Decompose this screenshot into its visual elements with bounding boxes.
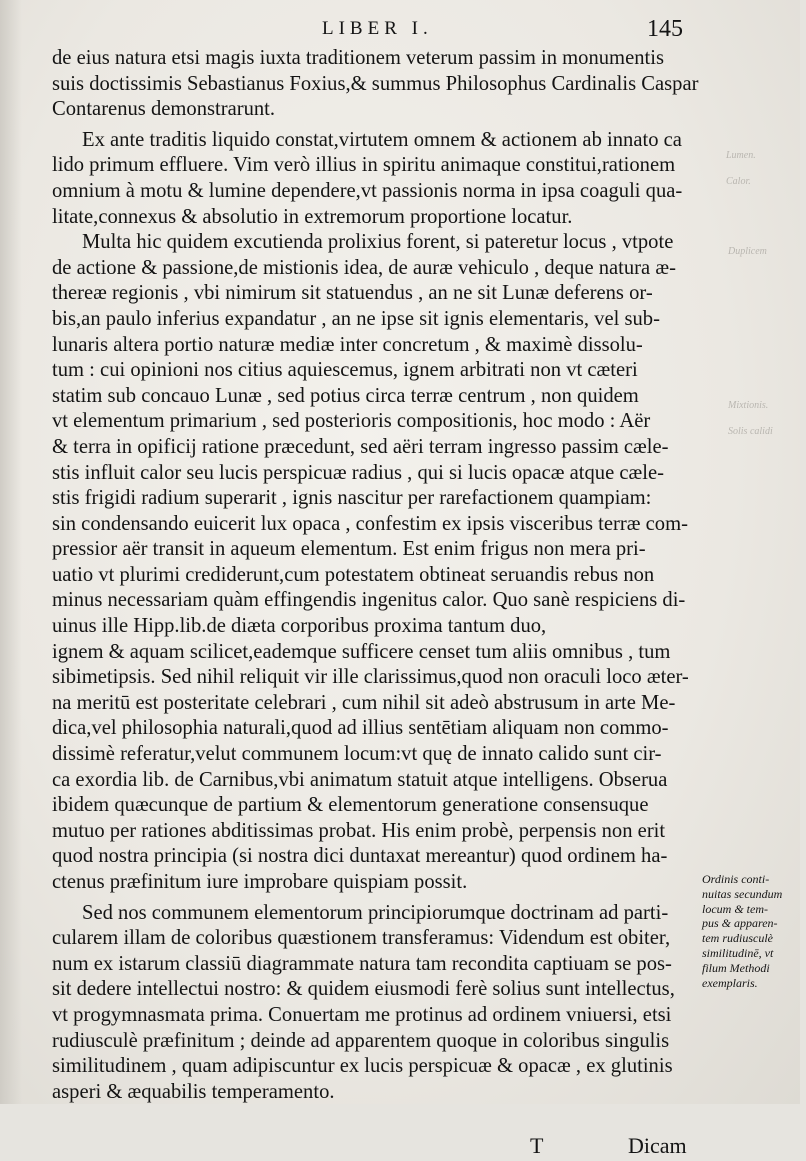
text-line: tum : cui opinioni nos citius aquiescemus, ignem arbitrati non vt cæteri [52, 359, 638, 382]
page-footer [52, 1131, 698, 1161]
text-line: sin condensando euicerit lux opaca , confestim ex ipsis visceribus terræ com- [52, 512, 688, 535]
marginal-note-line: locum & tem- [702, 901, 768, 916]
text-line: ca exordia lib. de Carnibus,vbi animatum statuit atque intelligens. Obserua [52, 768, 668, 791]
text-line: vt elementum primarium , sed posterioris compositionis, hoc modo : Aër [52, 410, 651, 433]
page-header [0, 14, 800, 44]
text-line: litate,connexus & absolutio in extremorum proportione locatur. [52, 205, 573, 228]
text-line: & terra in opificij ratione præcedunt, sed aëri terram ingresso passim cæle- [52, 435, 669, 458]
text-line: dissimè referatur,velut communem locum:vt quę de innato calido sunt cir- [52, 743, 662, 766]
text-line: ignem & aquam scilicet,eademque sufficere censet tum aliis omnibus , tum [52, 640, 671, 663]
marginal-note-line: nuitas secundum [702, 886, 783, 901]
marginal-note-line: filum Methodi [702, 960, 770, 975]
text-line: sit dedere intellectui nostro: & quidem eiusmodi ferè solius sunt intellectus, [52, 978, 675, 1001]
show-through-mark: Solis calidi [728, 426, 773, 437]
signature-mark: T [530, 1132, 544, 1158]
body-text [52, 46, 698, 1161]
paragraph-first-line: Sed nos communem elementorum principiorumque doctrinam ad parti- [82, 901, 669, 924]
text-line: minus necessariam quàm effingendis ingenitus calor. Quo sanè respiciens di- [52, 589, 686, 612]
text-line: sibimetipsis. Sed nihil reliquit vir ille clarissimus,quod non oraculi loco æter- [52, 666, 689, 689]
text-line: vt progymnasmata prima. Conuertam me protinus ad ordinem vniuersi, etsi [52, 1003, 672, 1026]
text-line: omnium à motu & lumine dependere,vt passionis norma in ipsa coaguli qua- [52, 179, 683, 202]
text-line: num ex istarum classiū diagrammate natura tam recondita captiuam se pos- [52, 952, 672, 975]
show-through-mark: Lumen. [726, 150, 756, 161]
binding-gutter-shadow [0, 0, 22, 1104]
text-line: Contarenus demonstrarunt. [52, 98, 276, 121]
marginal-note-line: similitudinē, vt [702, 945, 774, 960]
text-line: lunaris altera portio naturæ mediæ inter concretum , & maximè dissolu- [52, 333, 643, 356]
marginal-note-line: Ordinis conti- [702, 872, 770, 886]
text-line: ibidem quæcunque de partium & elementorum generatione consensuque [52, 794, 649, 817]
text-line: cularem illam de coloribus quæstionem transferamus: Videndum est obiter, [52, 927, 671, 950]
text-line: asperi & æquabilis temperamento. [52, 1080, 335, 1103]
paragraph-first-line: Ex ante traditis liquido constat,virtutem omnem & actionem ab innato ca [82, 128, 682, 151]
text-line: dica,vel philosophia naturali,quod ad illius sentētiam aliquam non commo- [52, 717, 669, 740]
text-line: similitudinem , quam adipiscuntur ex lucis perspicuæ & opacæ , ex glutinis [52, 1055, 673, 1078]
text-line: rudiusculè præfinitum ; deinde ad apparentem quoque in coloribus singulis [52, 1029, 670, 1052]
text-line: stis frigidi radium superarit , ignis nascitur per rarefactionem quampiam: [52, 487, 652, 510]
text-line: na meritū est posteritate celebrari , cum nihil sit adeò abstrusum in arte Me- [52, 691, 676, 714]
text-line: ctenus præfinitum iure improbare quispiam possit. [52, 871, 468, 893]
text-line: bis,an paulo inferius expandatur , an ne ipse sit ignis elementaris, vel sub- [52, 307, 660, 330]
running-head: LIBER I. [322, 18, 433, 39]
text-line: suis doctissimis Sebastianus Foxius,& summus Philosophus Cardinalis Caspar [52, 72, 699, 95]
paragraph-first-line: Multa hic quidem excutienda prolixius forent, si pateretur locus , vtpote [82, 231, 674, 254]
text-line: thereæ regionis , vbi nimirum sit statuendus , an ne sit Lunæ deferens or- [52, 282, 653, 305]
show-through-mark: Mixtionis. [728, 400, 769, 411]
marginal-note [702, 872, 796, 990]
text-line: pressior aër transit in aqueum elementum. Est enim frigus non mera pri- [52, 538, 646, 561]
text-line [52, 1105, 698, 1131]
text-line: statim sub concauo Lunæ , sed potius circa terræ centrum , non quidem [52, 384, 639, 407]
text-line: uinus ille Hipp.lib.de diæta corporibus proxima tantum duo, [52, 615, 547, 638]
text-line: de eius natura etsi magis iuxta traditionem veterum passim in monumentis [52, 47, 664, 69]
show-through-mark: Duplicem [728, 246, 767, 257]
text-line: de actione & passione,de mistionis idea, de auræ vehiculo , deque natura æ- [52, 256, 676, 279]
marginal-note-line: pus & apparen- [702, 916, 778, 931]
show-through-mark: Calor. [726, 176, 751, 187]
catchword: Dicam [628, 1132, 687, 1158]
text-line: uatio vt plurimi crediderunt,cum potestatem obtineat seruandis rebus non [52, 563, 655, 586]
page-number: 145 [647, 16, 683, 42]
text-line: stis influit calor seu lucis perspicuæ radius , qui si lucis opacæ atque cæle- [52, 461, 664, 484]
text-line: quod nostra principia (si nostra dici duntaxat mereantur) quod ordinem ha- [52, 845, 668, 868]
marginal-note-line: exemplaris. [702, 975, 758, 990]
marginal-note-line: tem rudiusculè [702, 931, 773, 946]
text-line: lido primum effluere. Vim verò illius in spiritu animaque constitui,rationem [52, 154, 676, 177]
text-line: mutuo per rationes abditissimas probat. His enim probè, perpensis non erit [52, 819, 666, 842]
